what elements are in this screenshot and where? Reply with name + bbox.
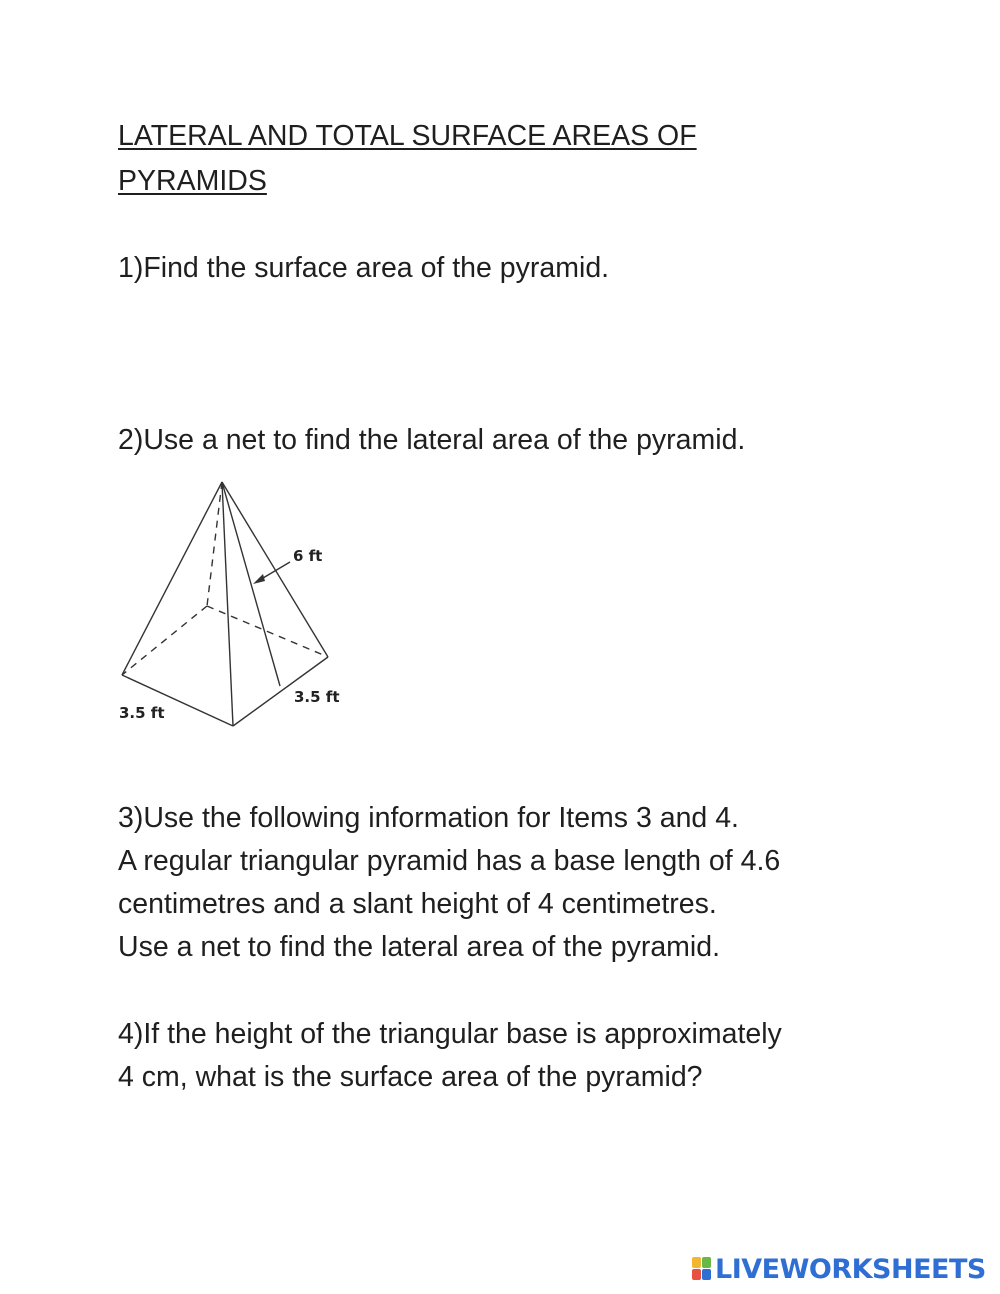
worksheet-title-line-1: LATERAL AND TOTAL SURFACE AREAS OF — [118, 120, 697, 152]
pyramid-figure — [112, 475, 352, 730]
question-4-line-2: 4 cm, what is the surface area of the pyramid? — [118, 1061, 703, 1093]
slant-arrow-head — [253, 574, 265, 584]
logo-text: LIVEWORKSHEETS — [715, 1253, 986, 1285]
question-3-line-2: A regular triangular pyramid has a base length of 4.6 — [118, 845, 781, 877]
hidden-base-back-left — [122, 606, 207, 675]
edge-apex-left — [122, 482, 222, 675]
worksheet-title-line-2: PYRAMIDS — [118, 165, 267, 197]
hidden-edge-apex-back — [207, 482, 222, 606]
question-2: 2)Use a net to find the lateral area of the pyramid. — [118, 424, 746, 456]
question-3-line-3: centimetres and a slant height of 4 centimetres. — [118, 888, 717, 920]
edge-apex-right — [222, 482, 328, 657]
slant-height-line — [222, 482, 280, 686]
slant-height-label: 6 ft — [293, 547, 323, 565]
logo-mark-icon — [692, 1257, 712, 1281]
edge-apex-front — [222, 482, 233, 726]
question-1: 1)Find the surface area of the pyramid. — [118, 252, 610, 284]
liveworksheets-logo — [692, 1253, 986, 1285]
base-left-label: 3.5 ft — [119, 704, 165, 722]
question-3-line-4: Use a net to find the lateral area of the pyramid. — [118, 931, 721, 963]
question-3-line-1: 3)Use the following information for Items 3 and 4. — [118, 802, 739, 834]
base-right-label: 3.5 ft — [294, 688, 340, 706]
hidden-base-back-right — [207, 606, 328, 657]
question-4-line-1: 4)If the height of the triangular base is approximately — [118, 1018, 782, 1050]
